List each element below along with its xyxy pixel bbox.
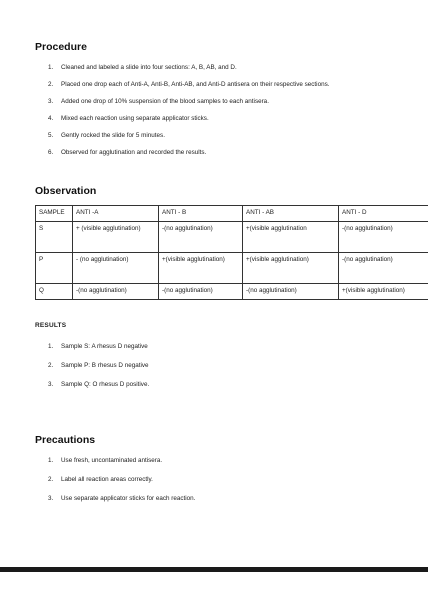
precaution-item xyxy=(35,456,395,465)
procedure-step xyxy=(35,97,395,106)
table-row xyxy=(36,253,428,284)
step-number: 1. xyxy=(48,64,54,71)
result-item xyxy=(35,380,395,389)
table-row xyxy=(36,222,428,253)
result-number: 2. xyxy=(48,362,54,369)
precaution-item xyxy=(35,475,395,484)
table-row xyxy=(36,284,428,300)
result-number: 3. xyxy=(48,381,54,388)
table-cell: -(no agglutination) xyxy=(243,284,339,300)
procedure-step xyxy=(35,80,395,89)
table-cell: -(no agglutination) xyxy=(339,222,428,253)
table-cell: S xyxy=(36,222,73,253)
precautions-heading: Precautions xyxy=(35,434,96,446)
table-cell: +(visible agglutination xyxy=(243,222,339,253)
table-cell: +(visible agglutination) xyxy=(159,253,243,284)
results-heading: RESULTS xyxy=(35,322,67,329)
observation-table xyxy=(35,205,428,300)
precaution-number: 3. xyxy=(48,495,54,502)
precaution-text: Use fresh, uncontaminated antisera. xyxy=(61,457,163,464)
procedure-heading: Procedure xyxy=(35,41,87,53)
table-cell: +(visible agglutination) xyxy=(243,253,339,284)
step-text: Observed for agglutination and recorded the results. xyxy=(61,149,207,156)
precautions-list xyxy=(35,456,395,513)
procedure-step xyxy=(35,148,395,157)
precaution-text: Use separate applicator sticks for each reaction. xyxy=(61,495,196,502)
table-cell: -(no agglutination) xyxy=(73,284,159,300)
step-text: Placed one drop each of Anti-A, Anti-B, Anti-AB, and Anti-D antisera on their respective sections. xyxy=(61,81,330,88)
results-list xyxy=(35,342,395,399)
step-number: 4. xyxy=(48,115,54,122)
table-header-row xyxy=(36,206,428,222)
procedure-step xyxy=(35,114,395,123)
column-header: ANTI - AB xyxy=(243,206,339,222)
precaution-text: Label all reaction areas correctly. xyxy=(61,476,153,483)
precaution-number: 2. xyxy=(48,476,54,483)
result-item xyxy=(35,361,395,370)
column-header: ANTI -A xyxy=(73,206,159,222)
step-number: 3. xyxy=(48,98,54,105)
column-header: ANTI - D xyxy=(339,206,428,222)
procedure-list xyxy=(35,63,395,165)
result-text: Sample P: B rhesus D negative xyxy=(61,362,149,369)
table-cell: +(visible agglutination) xyxy=(339,284,428,300)
step-text: Mixed each reaction using separate applicator sticks. xyxy=(61,115,209,122)
column-header: SAMPLE xyxy=(36,206,73,222)
observation-heading: Observation xyxy=(35,185,97,197)
result-number: 1. xyxy=(48,343,54,350)
result-text: Sample Q: O rhesus D positive. xyxy=(61,381,150,388)
step-number: 2. xyxy=(48,81,54,88)
precaution-number: 1. xyxy=(48,457,54,464)
page-bottom-bar xyxy=(0,567,428,572)
table-cell: + (visible agglutination) xyxy=(73,222,159,253)
table-cell: Q xyxy=(36,284,73,300)
step-number: 5. xyxy=(48,132,54,139)
table-cell: - (no agglutination) xyxy=(73,253,159,284)
step-text: Gently rocked the slide for 5 minutes. xyxy=(61,132,165,139)
result-item xyxy=(35,342,395,351)
step-text: Cleaned and labeled a slide into four sections: A, B, AB, and D. xyxy=(61,64,237,71)
result-text: Sample S: A rhesus D negative xyxy=(61,343,148,350)
table-cell: -(no agglutination) xyxy=(159,222,243,253)
procedure-step xyxy=(35,63,395,72)
table-cell: -(no agglutination) xyxy=(159,284,243,300)
column-header: ANTI - B xyxy=(159,206,243,222)
precaution-item xyxy=(35,494,395,503)
table-cell: P xyxy=(36,253,73,284)
table-cell: -(no agglutination) xyxy=(339,253,428,284)
step-text: Added one drop of 10% suspension of the blood samples to each antisera. xyxy=(61,98,269,105)
procedure-step xyxy=(35,131,395,140)
step-number: 6. xyxy=(48,149,54,156)
